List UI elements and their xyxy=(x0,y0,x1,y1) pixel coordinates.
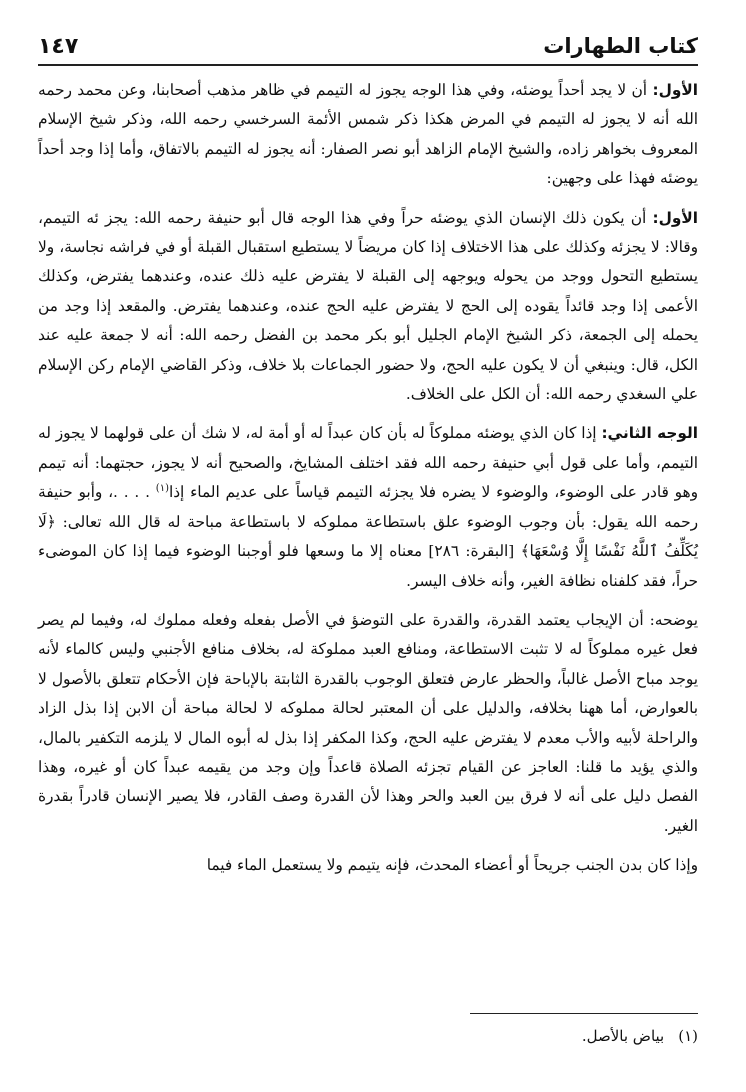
paragraph-text: أن يكون ذلك الإنسان الذي يوضئه حراً وفي هذا الوجه قال أبو حنيفة رحمه الله: يجز ئه التيمم، وقالا: لا يجزئه وكذلك على هذا الاختلاف إذا كان مريضاً لا يستطيع استقبال القبلة أو في فراشه نجاسة، ولا يستطيع التحول ووجد من يحوله ويوجهه إلى القبلة لا يفترض عليه ذلك عنده، وعندهما يفترض، وكذلك الأعمى إذا وجد قائداً يقوده إلى الحج لا يفترض عليه الحج عنده، وعندهما يفترض. والمقعد إذا وجد من يحمله إلى الجمعة، ذكر الشيخ الإمام الجليل أبو بكر محمد بن الفضل رحمه الله: أنه لا جمعة عليه عند الكل، قال: وينبغي أن لا يكون عليه الحج، ولا حضور الجماعات بلا خلاف، وذكر القاضي الإمام ركن الإسلام علي السغدي رحمه الله: أن الكل على الخلاف. xyxy=(38,208,698,404)
paragraph-text: أن لا يجد أحداً يوضئه، وفي هذا الوجه يجوز له التيمم في ظاهر مذهب أصحابنا، وعن محمد رحمه الله أنه لا يجوز له التيمم في المرض هكذا ذكر شمس الأئمة السرخسي رحمه الله، وذكر شيخ الإسلام المعروف بخواهر زاده، والشيخ الإمام الزاهد أبو نصر الصفار: أنه يجوز له التيمم بالاتفاق، وأما إذا وجد أحداً يوضئه فهذا على وجهين: xyxy=(38,81,698,188)
paragraph-text: يوضحه: أن الإيجاب يعتمد القدرة، والقدرة على التوضؤ في الأصل بفعله وفعله مملوك له، وفيما لم يصر فعل غيره مملوكاً له لا تثبت الاستطاعة، ومنافع العبد مملوكة له، بخلاف منافع الأجنبي وليس كالماء لأنه يوجد مباح الأصل غالباً، والحظر عارض فتعلق الوجوب بالقدرة الثابتة بالإباحة فإن الأحكام تتعلق بالأصول لا بالعوارض، أما ههنا بخلافه، والدليل على أن المعتبر لحالة مملوكه لا لحالة مباحة أن الابن إذا بذل الزاد والراحلة لأبيه والأب معدم لا يفترض عليه الحج، وكذا المكفر إذا بذل له أبوه المال لا يلزمه التكفير بالمال، والذي يؤيد ما قلنا: العاجز عن القيام تجزئه الصلاة قاعداً وإن وجد من يقيمه عبداً كان أو غيره، وهذا الفصل دليل على أنه لا فرق بين العبد والحر وهذا لأن القدرة وصف القادر، فلا يصير الإنسان قادراً بقدرة الغير. xyxy=(38,610,698,835)
footnote xyxy=(38,1024,698,1048)
footnote-divider xyxy=(470,1013,698,1014)
footnote-text: بياض بالأصل. xyxy=(581,1027,665,1045)
footnote-reference: (١) xyxy=(155,483,169,495)
paragraph-lead: الأول: xyxy=(652,208,698,227)
paragraph-lead: الأول: xyxy=(652,81,698,99)
footnote-number: (١) xyxy=(678,1027,698,1045)
paragraph-text-continued: . . . .، وأبو حنيفة رحمه الله يقول: بأن وجوب الوضوء علق باستطاعة مملوكه لا باستطاعة مباحة له قال الله تعالى: ﴿لَا يُكَلِّفُ ٱللَّهُ نَفْسًا إِلَّا وُسْعَهَا﴾ [البقرة: ٢٨٦] معناه إلا ما وسعها فلو أوجبنا الوضوء فيما إذا كان الموضىء حراً، فقد كلفناه نظافة الغير، وأنه خلاف اليسر. xyxy=(38,483,698,590)
paragraph-free-helper xyxy=(38,204,698,410)
book-title: كتاب الطهارات xyxy=(543,34,698,58)
paragraph-lead: الوجه الثاني: xyxy=(601,424,698,443)
paragraph-text: وإذا كان بدن الجنب جريحاً أو أعضاء المحدث، فإنه يتيمم ولا يستعمل الماء فيما xyxy=(206,856,698,875)
paragraph-second-case xyxy=(38,419,698,595)
paragraph-wounded xyxy=(38,851,698,880)
paragraph-first-case xyxy=(38,76,698,194)
main-text xyxy=(38,76,698,891)
paragraph-text: إذا كان الذي يوضئه مملوكاً له بأن كان عبداً له أو أمة له، لا شك أن على قولهما لا يجوز له التيمم، وأما على قول أبي حنيفة رحمه الله فقد اختلف المشايخ، والصحيح أنه لا يجوز، حجتهما: أنه تيمم وهو قادر على الوضوء، والوضوء لا يضره فلا يجزئه التيمم قياساً على عديم الماء إذا xyxy=(38,424,698,502)
page-number: ١٤٧ xyxy=(38,34,79,59)
paragraph-explanation xyxy=(38,606,698,841)
page-header xyxy=(38,28,698,66)
